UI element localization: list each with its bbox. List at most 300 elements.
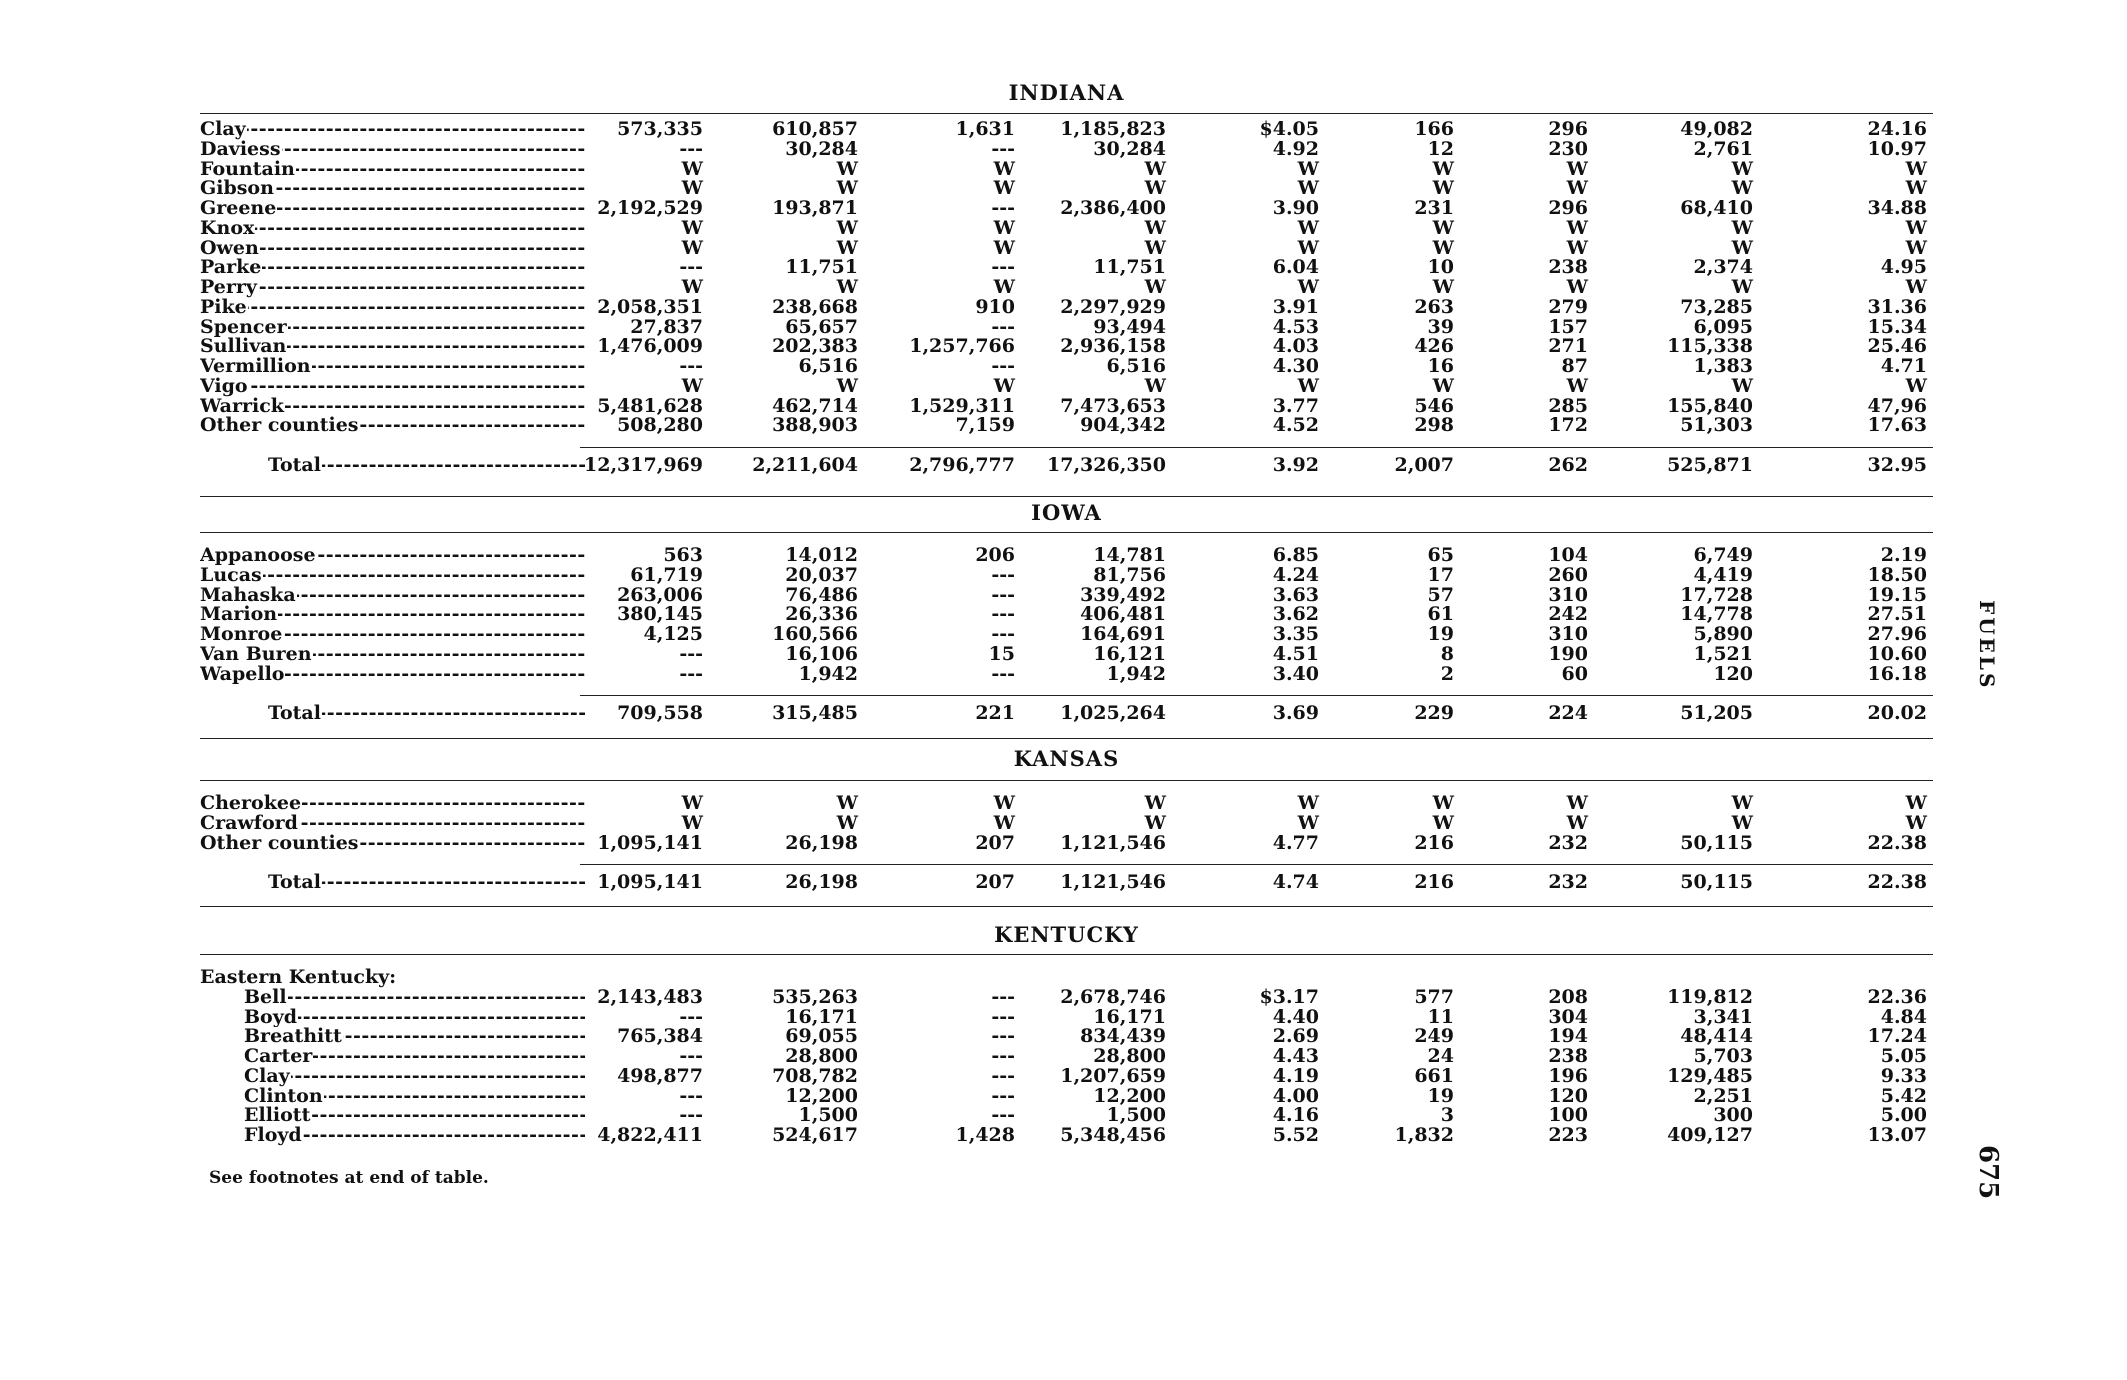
cell-col-1: W bbox=[681, 216, 703, 239]
cell-col-3: --- bbox=[991, 1064, 1015, 1087]
cell-col-6: 263 bbox=[1414, 295, 1454, 318]
cell-col-6: 1,832 bbox=[1394, 1124, 1454, 1146]
cell-col-6: 577 bbox=[1414, 985, 1454, 1008]
cell-col-3: --- bbox=[991, 1025, 1015, 1048]
cell-col-1: 4,125 bbox=[643, 623, 703, 645]
cell-col-5: 4.30 bbox=[1272, 355, 1319, 377]
total-row bbox=[200, 871, 1933, 895]
cell-col-2: 193,871 bbox=[772, 197, 858, 219]
county-name bbox=[200, 219, 585, 239]
cell-col-8: 115,338 bbox=[1667, 335, 1753, 358]
cell-col-2: 16,171 bbox=[785, 1005, 858, 1028]
cell-col-4: 17,326,350 bbox=[1047, 454, 1166, 476]
cell-col-8: 73,285 bbox=[1680, 295, 1753, 318]
cell-col-1: 5,481,628 bbox=[597, 394, 703, 417]
cell-col-3: --- bbox=[991, 603, 1015, 626]
cell-col-5: 4.74 bbox=[1272, 871, 1319, 893]
total-label: Total bbox=[268, 704, 321, 724]
cell-col-1: 380,145 bbox=[617, 603, 703, 626]
cell-col-7: 120 bbox=[1548, 1084, 1588, 1107]
cell-col-4: 1,185,823 bbox=[1060, 118, 1166, 140]
cell-col-9: 32.95 bbox=[1867, 454, 1927, 476]
cell-col-9: 13.07 bbox=[1867, 1124, 1927, 1146]
table-row bbox=[200, 642, 1933, 665]
table-row bbox=[200, 831, 1933, 854]
cell-col-7: 223 bbox=[1548, 1124, 1588, 1146]
table-row bbox=[200, 1084, 1933, 1107]
cell-col-6: 61 bbox=[1427, 603, 1454, 626]
cell-col-6: 298 bbox=[1414, 414, 1454, 437]
table-row bbox=[200, 337, 1933, 357]
cell-col-2: 28,800 bbox=[785, 1045, 858, 1067]
cell-col-2: 708,782 bbox=[772, 1064, 858, 1087]
cell-col-1: 4,822,411 bbox=[597, 1124, 703, 1146]
cell-col-9: 34.88 bbox=[1867, 197, 1927, 219]
cell-col-4: 1,121,546 bbox=[1060, 871, 1166, 893]
county-label: Clinton bbox=[244, 1086, 323, 1107]
cell-col-9: W bbox=[1905, 792, 1927, 814]
cell-col-6: W bbox=[1432, 811, 1454, 834]
row-list bbox=[200, 546, 1933, 684]
cell-col-4: 406,481 bbox=[1080, 603, 1166, 626]
cell-col-9: W bbox=[1905, 216, 1927, 239]
cell-col-1: W bbox=[681, 276, 703, 298]
section-title: KENTUCKY bbox=[994, 922, 1139, 947]
cell-col-6: 249 bbox=[1414, 1025, 1454, 1048]
cell-col-5: 3.62 bbox=[1272, 603, 1319, 626]
table-row bbox=[200, 216, 1933, 239]
cell-col-3: --- bbox=[991, 137, 1015, 160]
cell-col-8: W bbox=[1731, 177, 1753, 200]
cell-col-8: 525,871 bbox=[1667, 454, 1753, 476]
cell-col-7: 310 bbox=[1548, 623, 1588, 645]
county-name bbox=[200, 566, 585, 586]
cell-col-6: 17 bbox=[1427, 563, 1454, 586]
cell-col-5: 3.77 bbox=[1272, 394, 1319, 417]
county-label: Other counties bbox=[200, 416, 359, 436]
cell-col-1: --- bbox=[679, 137, 703, 160]
table-row bbox=[200, 662, 1933, 685]
cell-col-4: W bbox=[1144, 216, 1166, 239]
total-rule bbox=[580, 447, 1933, 448]
cell-col-9: 4.71 bbox=[1880, 355, 1927, 377]
cell-col-1: 563 bbox=[663, 544, 703, 566]
cell-col-4: 7,473,653 bbox=[1060, 394, 1166, 417]
cell-col-7: 238 bbox=[1548, 256, 1588, 279]
county-name bbox=[200, 120, 585, 140]
cell-col-2: W bbox=[836, 811, 858, 834]
cell-col-8: 1,521 bbox=[1693, 642, 1753, 665]
cell-col-8: W bbox=[1731, 374, 1753, 397]
cell-col-9: 22.38 bbox=[1867, 831, 1927, 854]
cell-col-9: 24.16 bbox=[1867, 118, 1927, 140]
table-row bbox=[200, 563, 1933, 586]
table-row bbox=[200, 1047, 1933, 1067]
cell-col-4: 1,942 bbox=[1106, 662, 1166, 685]
cell-col-1: W bbox=[681, 177, 703, 200]
cell-col-4: 28,800 bbox=[1093, 1045, 1166, 1067]
cell-col-5: $3.17 bbox=[1259, 985, 1319, 1008]
cell-col-3: --- bbox=[991, 197, 1015, 219]
cell-col-2: 462,714 bbox=[772, 394, 858, 417]
cell-col-6: 11 bbox=[1427, 1005, 1454, 1028]
cell-col-9: W bbox=[1905, 276, 1927, 298]
cell-col-6: 8 bbox=[1440, 642, 1454, 665]
cell-col-8: 3,341 bbox=[1693, 1005, 1753, 1028]
cell-col-7: 242 bbox=[1548, 603, 1588, 626]
cell-col-8: 4,419 bbox=[1693, 563, 1753, 586]
county-label: Daviess bbox=[200, 139, 281, 160]
cell-col-5: W bbox=[1297, 276, 1319, 298]
cell-col-6: 229 bbox=[1414, 702, 1454, 724]
cell-col-6: 65 bbox=[1427, 544, 1454, 566]
cell-col-4: W bbox=[1144, 792, 1166, 814]
cell-col-6: W bbox=[1432, 792, 1454, 814]
cell-col-5: 4.51 bbox=[1272, 642, 1319, 665]
cell-col-6: 426 bbox=[1414, 335, 1454, 358]
county-label: Other counties bbox=[200, 833, 359, 854]
county-name bbox=[200, 625, 585, 645]
cell-col-9: 5.42 bbox=[1880, 1084, 1927, 1107]
cell-col-7: 190 bbox=[1548, 642, 1588, 665]
cell-col-8: W bbox=[1731, 276, 1753, 298]
cell-col-2: 315,485 bbox=[772, 702, 858, 724]
cell-col-8: 6,749 bbox=[1693, 544, 1753, 566]
county-label: Pike bbox=[200, 297, 247, 318]
county-name bbox=[200, 298, 585, 318]
cell-col-1: 12,317,969 bbox=[584, 454, 703, 476]
cell-col-3: 2,796,777 bbox=[909, 454, 1015, 476]
page-number: 675 bbox=[1973, 1145, 2003, 1200]
county-label: Perry bbox=[200, 278, 257, 298]
cell-col-5: W bbox=[1297, 236, 1319, 259]
table-row bbox=[200, 199, 1933, 219]
cell-col-9: 27.96 bbox=[1867, 623, 1927, 645]
cell-col-7: 232 bbox=[1548, 831, 1588, 854]
county-name bbox=[200, 665, 585, 685]
cell-col-4: 834,439 bbox=[1080, 1025, 1166, 1048]
cell-col-6: W bbox=[1432, 216, 1454, 239]
cell-col-3: W bbox=[993, 276, 1015, 298]
cell-col-4: 14,781 bbox=[1093, 544, 1166, 566]
county-name bbox=[200, 794, 585, 814]
cell-col-5: W bbox=[1297, 811, 1319, 834]
cell-col-1: --- bbox=[679, 256, 703, 279]
cell-col-8: W bbox=[1731, 157, 1753, 180]
cell-col-3: --- bbox=[991, 985, 1015, 1008]
cell-col-1: 1,095,141 bbox=[597, 831, 703, 854]
cell-col-5: 3.90 bbox=[1272, 197, 1319, 219]
county-label: Fountain bbox=[200, 159, 295, 180]
cell-col-7: W bbox=[1566, 374, 1588, 397]
cell-col-1: 508,280 bbox=[617, 414, 703, 437]
county-name bbox=[200, 140, 585, 160]
cell-col-7: 304 bbox=[1548, 1005, 1588, 1028]
cell-col-2: 1,942 bbox=[798, 662, 858, 685]
cell-col-9: 17.63 bbox=[1867, 414, 1927, 437]
cell-col-5: 4.52 bbox=[1272, 414, 1319, 437]
cell-col-7: 296 bbox=[1548, 118, 1588, 140]
cell-col-3: 15 bbox=[988, 642, 1015, 665]
cell-col-1: --- bbox=[679, 355, 703, 377]
county-label: Floyd bbox=[244, 1126, 302, 1146]
cell-col-5: 3.40 bbox=[1272, 662, 1319, 685]
table-row bbox=[200, 811, 1933, 834]
cell-col-4: 2,297,929 bbox=[1060, 295, 1166, 318]
cell-col-4: 2,386,400 bbox=[1060, 197, 1166, 219]
table-row bbox=[200, 605, 1933, 625]
section-title: KANSAS bbox=[1013, 746, 1120, 771]
cell-col-3: 221 bbox=[975, 702, 1015, 724]
table-row bbox=[200, 137, 1933, 160]
total-rule bbox=[580, 864, 1933, 865]
cell-col-8: 49,082 bbox=[1680, 118, 1753, 140]
cell-col-2: 26,198 bbox=[785, 871, 858, 893]
cell-col-7: 262 bbox=[1548, 454, 1588, 476]
cell-col-7: 100 bbox=[1548, 1104, 1588, 1127]
county-label: Gibson bbox=[200, 179, 274, 199]
cell-col-4: 93,494 bbox=[1093, 315, 1166, 338]
cell-col-2: W bbox=[836, 236, 858, 259]
cell-col-4: W bbox=[1144, 811, 1166, 834]
county-label: Owen bbox=[200, 238, 259, 259]
table-row bbox=[200, 985, 1933, 1008]
cell-col-4: 5,348,456 bbox=[1060, 1124, 1166, 1146]
cell-col-9: 4.84 bbox=[1880, 1005, 1927, 1028]
cell-col-9: W bbox=[1905, 157, 1927, 180]
cell-col-3: --- bbox=[991, 662, 1015, 685]
cell-col-5: 4.53 bbox=[1272, 315, 1319, 338]
cell-col-3: --- bbox=[991, 355, 1015, 377]
table-row bbox=[200, 1126, 1933, 1146]
cell-col-3: W bbox=[993, 177, 1015, 200]
county-label: Boyd bbox=[244, 1007, 298, 1028]
cell-col-9: 17.24 bbox=[1867, 1025, 1927, 1048]
county-name bbox=[200, 318, 585, 338]
table-row bbox=[200, 236, 1933, 259]
cell-col-5: 3.69 bbox=[1272, 702, 1319, 724]
cell-col-1: W bbox=[681, 236, 703, 259]
cell-col-6: W bbox=[1432, 177, 1454, 200]
section-title: IOWA bbox=[1031, 500, 1102, 525]
cell-col-5: 4.92 bbox=[1272, 137, 1319, 160]
county-name bbox=[200, 546, 585, 566]
cell-col-7: 238 bbox=[1548, 1045, 1588, 1067]
cell-col-2: 26,198 bbox=[785, 831, 858, 854]
cell-col-6: 10 bbox=[1427, 256, 1454, 279]
cell-col-8: 129,485 bbox=[1667, 1064, 1753, 1087]
cell-col-2: 524,617 bbox=[772, 1124, 858, 1146]
cell-col-2: 160,566 bbox=[772, 623, 858, 645]
cell-col-8: 409,127 bbox=[1667, 1124, 1753, 1146]
cell-col-5: 5.52 bbox=[1272, 1124, 1319, 1146]
cell-col-5: 4.40 bbox=[1272, 1005, 1319, 1028]
cell-col-8: 300 bbox=[1713, 1104, 1753, 1127]
section-rule bbox=[200, 532, 1933, 533]
county-name bbox=[200, 645, 585, 665]
cell-col-5: 4.00 bbox=[1272, 1084, 1319, 1107]
county-label: Marion bbox=[200, 605, 278, 625]
county-name bbox=[244, 988, 585, 1008]
cell-col-5: W bbox=[1297, 792, 1319, 814]
cell-col-9: 27.51 bbox=[1867, 603, 1927, 626]
table-row bbox=[200, 1005, 1933, 1028]
cell-col-8: 2,761 bbox=[1693, 137, 1753, 160]
cell-col-6: 16 bbox=[1427, 355, 1454, 377]
county-label: Mahaska bbox=[200, 585, 296, 606]
county-label: Clay bbox=[244, 1066, 290, 1087]
section-rule bbox=[200, 738, 1933, 739]
cell-col-2: W bbox=[836, 276, 858, 298]
cell-col-8: 48,414 bbox=[1680, 1025, 1753, 1048]
county-name bbox=[200, 278, 585, 298]
cell-col-5: 6.85 bbox=[1272, 544, 1319, 566]
cell-col-1: --- bbox=[679, 1045, 703, 1067]
cell-col-5: 4.19 bbox=[1272, 1064, 1319, 1087]
cell-col-6: 19 bbox=[1427, 1084, 1454, 1107]
county-label: Warrick bbox=[200, 396, 284, 417]
cell-col-6: 2 bbox=[1440, 662, 1454, 685]
cell-col-3: --- bbox=[991, 1045, 1015, 1067]
county-name bbox=[244, 1067, 585, 1087]
county-name bbox=[244, 1047, 585, 1067]
cell-col-2: 388,903 bbox=[772, 414, 858, 437]
cell-col-7: 224 bbox=[1548, 702, 1588, 724]
cell-col-5: 2.69 bbox=[1272, 1025, 1319, 1048]
cell-col-1: 2,192,529 bbox=[597, 197, 703, 219]
cell-col-3: W bbox=[993, 157, 1015, 180]
cell-col-9: 10.97 bbox=[1867, 137, 1927, 160]
total-row bbox=[200, 454, 1933, 478]
cell-col-7: 172 bbox=[1548, 414, 1588, 437]
county-name bbox=[244, 1087, 585, 1107]
row-list bbox=[200, 794, 1933, 853]
cell-col-8: 68,410 bbox=[1680, 197, 1753, 219]
county-name bbox=[200, 586, 585, 606]
county-label: Knox bbox=[200, 218, 255, 239]
county-label: Spencer bbox=[200, 317, 287, 338]
cell-col-2: 2,211,604 bbox=[752, 454, 858, 476]
cell-col-9: 9.33 bbox=[1880, 1064, 1927, 1087]
county-name bbox=[200, 357, 585, 377]
county-label: Wapello bbox=[200, 664, 285, 685]
cell-col-1: 765,384 bbox=[617, 1025, 703, 1048]
cell-col-9: 4.95 bbox=[1880, 256, 1927, 279]
cell-col-8: 50,115 bbox=[1680, 831, 1753, 854]
cell-col-4: 11,751 bbox=[1093, 256, 1166, 279]
county-name bbox=[244, 1126, 585, 1146]
section-rule bbox=[200, 496, 1933, 497]
cell-col-4: W bbox=[1144, 276, 1166, 298]
cell-col-2: 14,012 bbox=[785, 544, 858, 566]
county-label: Monroe bbox=[200, 625, 283, 645]
cell-col-2: 26,336 bbox=[785, 603, 858, 626]
group-heading bbox=[200, 968, 1933, 988]
cell-col-1: 709,558 bbox=[617, 702, 703, 724]
cell-col-9: 19.15 bbox=[1867, 583, 1927, 606]
cell-col-3: W bbox=[993, 811, 1015, 834]
county-name bbox=[244, 1106, 585, 1126]
cell-col-8: 120 bbox=[1713, 662, 1753, 685]
cell-col-6: 12 bbox=[1427, 137, 1454, 160]
cell-col-2: 610,857 bbox=[772, 118, 858, 140]
cell-col-7: 285 bbox=[1548, 394, 1588, 417]
cell-col-9: 10.60 bbox=[1867, 642, 1927, 665]
cell-col-4: 1,207,659 bbox=[1060, 1064, 1166, 1087]
cell-col-7: 208 bbox=[1548, 985, 1588, 1008]
cell-col-7: 87 bbox=[1561, 355, 1588, 377]
cell-col-3: --- bbox=[991, 1084, 1015, 1107]
cell-col-4: W bbox=[1144, 177, 1166, 200]
county-name bbox=[200, 377, 585, 397]
cell-col-8: 5,890 bbox=[1693, 623, 1753, 645]
table-row bbox=[200, 546, 1933, 566]
cell-col-7: W bbox=[1566, 157, 1588, 180]
cell-col-2: 1,500 bbox=[798, 1104, 858, 1127]
cell-col-3: 206 bbox=[975, 544, 1015, 566]
cell-col-6: W bbox=[1432, 236, 1454, 259]
cell-col-7: 296 bbox=[1548, 197, 1588, 219]
county-label: Greene bbox=[200, 199, 277, 219]
total-name bbox=[268, 456, 585, 476]
cell-col-9: W bbox=[1905, 236, 1927, 259]
table-row bbox=[200, 583, 1933, 606]
cell-col-1: W bbox=[681, 811, 703, 834]
cell-col-9: 47,96 bbox=[1867, 394, 1927, 417]
table-row bbox=[200, 794, 1933, 814]
cell-col-2: W bbox=[836, 216, 858, 239]
table-row bbox=[200, 258, 1933, 278]
cell-col-5: 4.77 bbox=[1272, 831, 1319, 854]
cell-col-7: W bbox=[1566, 276, 1588, 298]
cell-col-4: W bbox=[1144, 236, 1166, 259]
total-label: Total bbox=[268, 456, 321, 476]
cell-col-7: W bbox=[1566, 216, 1588, 239]
cell-col-5: W bbox=[1297, 374, 1319, 397]
total-line bbox=[200, 456, 1933, 476]
cell-col-7: 232 bbox=[1548, 871, 1588, 893]
cell-col-1: W bbox=[681, 157, 703, 180]
total-label: Total bbox=[268, 873, 321, 893]
cell-col-4: 339,492 bbox=[1080, 583, 1166, 606]
cell-col-3: --- bbox=[991, 563, 1015, 586]
total-row bbox=[200, 702, 1933, 726]
cell-col-6: 216 bbox=[1414, 831, 1454, 854]
cell-col-5: 4.43 bbox=[1272, 1045, 1319, 1067]
cell-col-8: 50,115 bbox=[1680, 871, 1753, 893]
cell-col-9: 18.50 bbox=[1867, 563, 1927, 586]
side-label: FUELS bbox=[1975, 600, 1999, 691]
table-row bbox=[200, 625, 1933, 645]
cell-col-6: 19 bbox=[1427, 623, 1454, 645]
county-name bbox=[244, 1027, 585, 1047]
cell-col-9: 25.46 bbox=[1867, 335, 1927, 358]
cell-col-2: W bbox=[836, 374, 858, 397]
cell-col-2: 535,263 bbox=[772, 985, 858, 1008]
county-name bbox=[200, 199, 585, 219]
total-name bbox=[268, 704, 585, 724]
cell-col-4: 164,691 bbox=[1080, 623, 1166, 645]
county-name bbox=[200, 416, 585, 436]
cell-col-5: 6.04 bbox=[1272, 256, 1319, 279]
cell-col-8: 6,095 bbox=[1693, 315, 1753, 338]
cell-col-3: W bbox=[993, 236, 1015, 259]
cell-col-3: --- bbox=[991, 583, 1015, 606]
county-label: Van Buren bbox=[200, 644, 312, 665]
cell-col-1: 1,095,141 bbox=[597, 871, 703, 893]
cell-col-9: 22.38 bbox=[1867, 871, 1927, 893]
county-label: Crawford bbox=[200, 813, 298, 834]
